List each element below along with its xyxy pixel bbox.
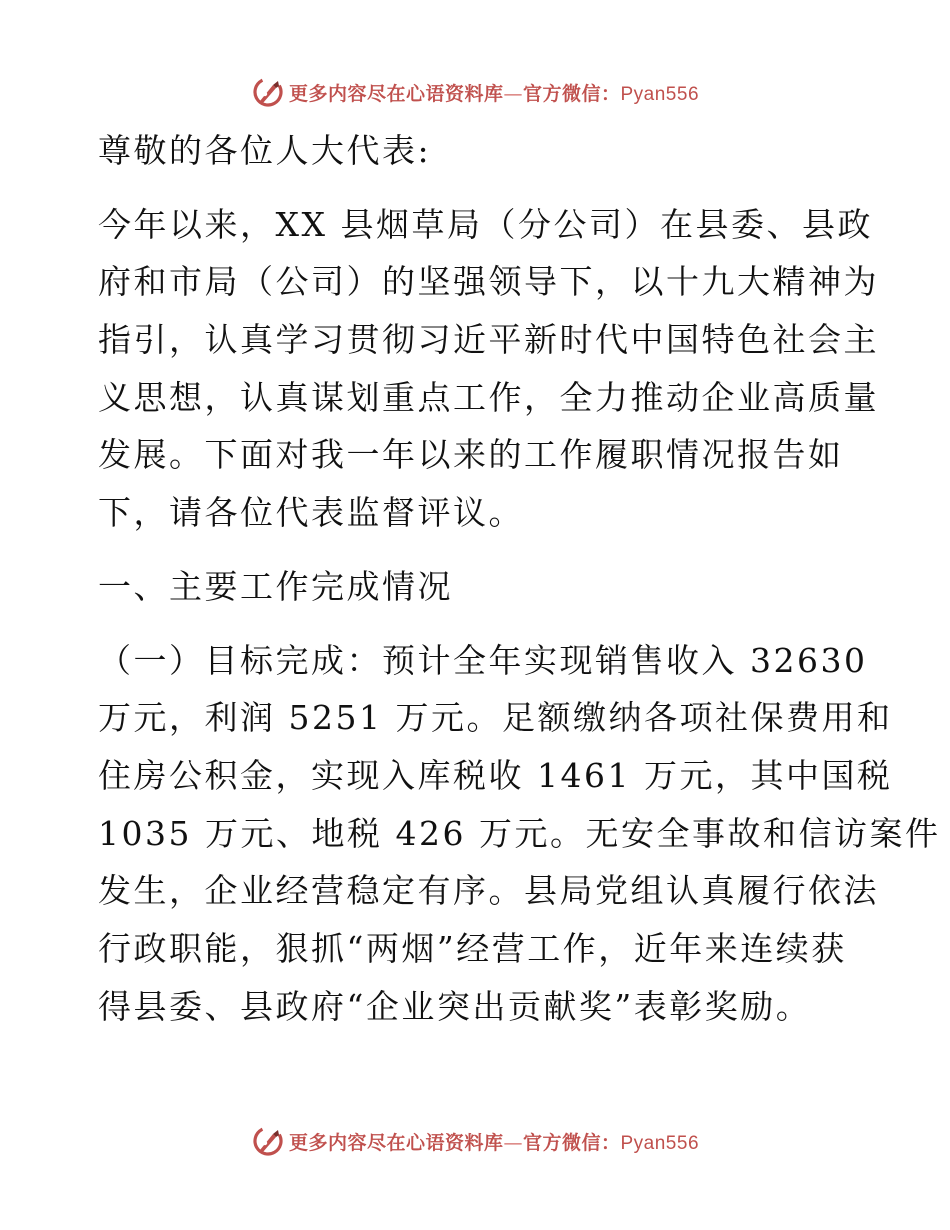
section-heading: 一、主要工作完成情况 <box>98 566 453 606</box>
paragraph-targets <box>98 632 941 1036</box>
banner-text <box>289 79 699 106</box>
text-line: 发生，企业经营稳定有序。县局党组认真履行依法 <box>98 871 879 911</box>
spacer <box>98 542 858 558</box>
text-line: 行政职能，狠抓“两烟”经营工作，近年来连续获 <box>98 928 847 968</box>
banner-wechat-id: Pyan556 <box>620 1132 700 1154</box>
text-line: 府和市局（公司）的坚强领导下，以十九大精神为 <box>98 262 879 302</box>
text-line: 住房公积金，实现入库税收 1461 万元，其中国税 <box>98 755 893 795</box>
text-line: 下，请各位代表监督评议。 <box>98 493 524 533</box>
brand-logo-icon <box>251 75 285 109</box>
banner-text <box>289 1128 699 1155</box>
text-line: 得县委、县政府“企业突出贡献奖”表彰奖励。 <box>98 986 812 1026</box>
text-line: 万元，利润 5251 万元。足额缴纳各项社保费用和 <box>98 698 893 738</box>
banner-dash: — <box>503 82 523 105</box>
document-body <box>98 122 941 1035</box>
banner-wechat-label: 官方微信： <box>522 82 621 105</box>
text-line: 义思想，认真谋划重点工作，全力推动企业高质量 <box>98 377 879 417</box>
salutation: 尊敬的各位人大代表: <box>98 131 432 170</box>
text-line: 发展。下面对我一年以来的工作履职情况报告如 <box>98 435 844 475</box>
spacer <box>98 616 858 632</box>
text-line: 1035 万元、地税 426 万元。无安全事故和信访案件 <box>98 813 941 853</box>
banner-wechat-label: 官方微信： <box>522 1131 621 1154</box>
header-banner[interactable] <box>0 72 950 112</box>
banner-dash: — <box>503 1131 523 1154</box>
banner-wechat-id: Pyan556 <box>620 83 700 105</box>
text-line: 今年以来，XX 县烟草局（分公司）在县委、县政 <box>98 204 873 244</box>
text-line: （一）目标完成：预计全年实现销售收入 32630 <box>98 640 868 680</box>
banner-brand: 更多内容尽在心语资料库 <box>288 1131 504 1154</box>
banner-brand: 更多内容尽在心语资料库 <box>288 82 504 105</box>
spacer <box>98 180 858 196</box>
paragraph-intro <box>98 196 879 542</box>
footer-banner[interactable] <box>0 1121 950 1161</box>
brand-logo-icon <box>251 1124 285 1158</box>
text-line: 指引，认真学习贯彻习近平新时代中国特色社会主 <box>98 320 879 360</box>
